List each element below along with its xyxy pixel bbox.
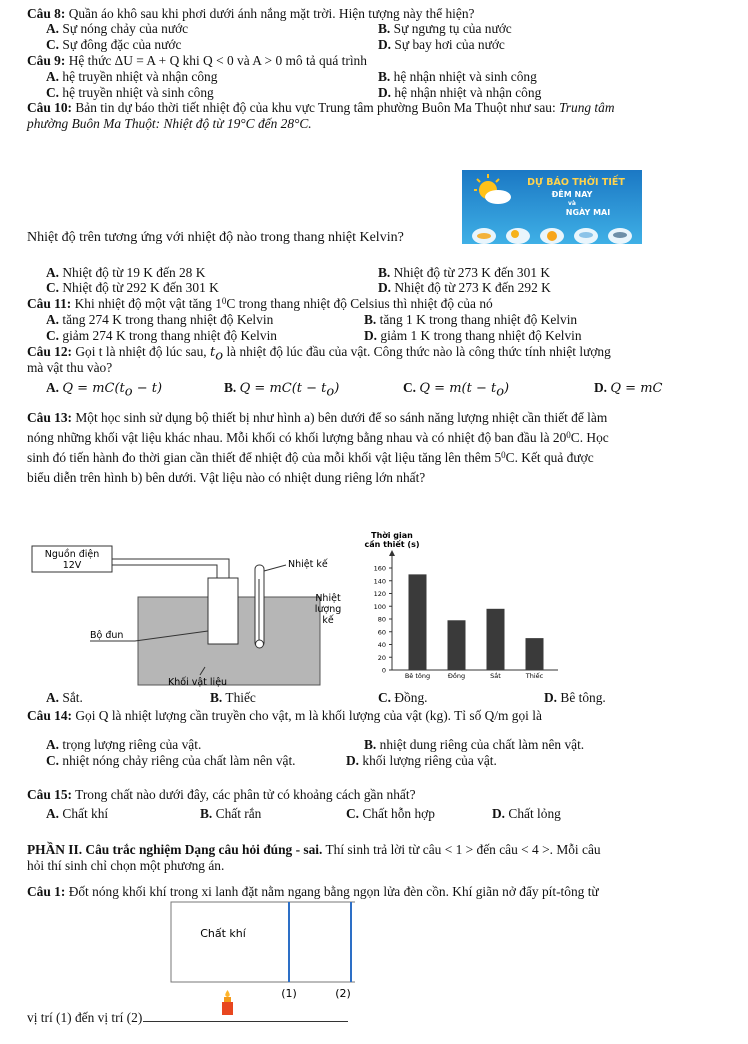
weather-forecast-banner (462, 170, 642, 244)
q12-stem: Câu 12: Gọi t là nhiệt độ lúc sau, $t_o$ là nhiệt độ lúc đầu của vật. Công thức nào là công thức tính nhiệt lượng (27, 344, 611, 364)
svg-text:(1): (1) (281, 987, 297, 1000)
p2q1-stem: Câu 1: Đốt nóng khối khí trong xi lanh đặt nằm ngang bằng ngọn lửa đèn cồn. Khí giãn nở đẩy pít-tông từ (27, 884, 599, 899)
weather-banner-graphic (462, 170, 642, 244)
chart-category-label: Sắt (490, 672, 501, 680)
q11-option-b: B. tăng 1 K trong thang nhiệt độ Kelvin (364, 312, 578, 327)
q13-stem: Câu 13: Một học sinh sử dụng bộ thiết bị như hình a) bên dưới để so sánh năng lượng nhiệt cần thiết để làm nóng những khối vật liệu khác nhau. Mỗi khối có khối lượng bằng nhau và có nhiệt độ ban đầu là $20^0C$. Học sinh đó tiến hành đo thời gian cần thiết để nhiệt độ của mỗi khối vật liệu tăng lên thêm $5^0C$. Kết quả được biểu diễn trên hình b) bên dưới. Vật liệu nào có nhiệt dung riêng lớn nhất? (27, 410, 609, 485)
apparatus-figure (30, 543, 355, 693)
q8-option-c: C. Sự đông đặc của nước (46, 37, 182, 52)
q12-option-a: A. $Q = mC(t_o - t)$ (46, 380, 163, 400)
chart-category-label: Đồng (447, 672, 466, 680)
chart-ytick-label: 140 (373, 577, 386, 586)
q14-option-d: D. khối lượng riêng của vật. (346, 753, 497, 768)
time-bar-chart (352, 528, 568, 684)
chart-ylabel-line1: Thời gian (371, 531, 413, 540)
q11-option-c: C. giảm 274 K trong thang nhiệt độ Kelvin (46, 328, 277, 343)
svg-text:Nhiệt: Nhiệt (315, 593, 341, 604)
q14-stem: Câu 14: Gọi Q là nhiệt lượng cần truyền cho vật, m là khối lượng của vật (kg). Tỉ số Q/m gọi là (27, 708, 542, 723)
q9-stem: Câu 9: Hệ thức ΔU = A + Q khi Q < 0 và A > 0 mô tả quá trình (27, 53, 367, 68)
q15-option-a: A. Chất khí (46, 806, 109, 821)
chart-ytick-label: 60 (377, 628, 386, 637)
chart-ytick-label: 100 (373, 602, 386, 611)
q12-stem-line2: mà vật thu vào? (27, 360, 113, 375)
q13-option-a: A. Sắt. (46, 690, 83, 705)
svg-text:(2): (2) (335, 987, 351, 1000)
chart-ytick-label: 20 (377, 653, 386, 662)
chart-ytick-label: 0 (381, 666, 386, 675)
q10-option-a: A. Nhiệt độ từ 19 K đến 28 K (46, 265, 206, 280)
svg-text:Bộ đun: Bộ đun (90, 630, 124, 641)
svg-text:Nguồn điện: Nguồn điện (44, 549, 100, 560)
part2-heading: PHẦN II. Câu trắc nghiệm Dạng câu hỏi đúng - sai. Thí sinh trả lời từ câu < 1 > đến câu < 4 >. Mỗi câu (27, 842, 601, 857)
chart-ytick-label: 120 (373, 590, 386, 598)
chart-ytick-label: 160 (373, 564, 386, 573)
q10-option-b: B. Nhiệt độ từ 273 K đến 301 K (378, 265, 551, 280)
chart-bar (409, 574, 427, 670)
chart-category-label: Thiếc (525, 672, 544, 680)
svg-text:Nhiệt kế: Nhiệt kế (288, 559, 328, 570)
q15-option-b: B. Chất rắn (200, 806, 262, 821)
q12-option-d: D. Q = mC (594, 380, 663, 396)
q10-stem: Câu 10: Bản tin dự báo thời tiết nhiệt độ của khu vực Trung tâm phường Buôn Ma Thuột như sau: Trung tâm (27, 100, 615, 115)
chart-bar (448, 620, 466, 670)
banner-title: DỰ BÁO THỜI TIẾT (527, 177, 625, 188)
q8-option-a: A. Sự nóng chảy của nước (46, 21, 189, 36)
q8-stem: Câu 8: Quần áo khô sau khi phơi dưới ánh nắng mặt trời. Hiện tượng này thể hiện? (27, 6, 475, 21)
q9-option-b: B. hệ nhận nhiệt và sinh công (378, 69, 537, 84)
q11-option-d: D. giảm 1 K trong thang nhiệt độ Kelvin (364, 328, 582, 343)
svg-text:và: và (568, 200, 576, 207)
svg-text:lượng: lượng (314, 604, 342, 615)
q13-option-b: B. Thiếc (210, 690, 256, 705)
svg-text:ĐÊM NAY: ĐÊM NAY (551, 190, 593, 199)
svg-text:Khối vật liệu: Khối vật liệu (168, 677, 228, 688)
chart-ylabel-line2: cần thiết (s) (364, 540, 420, 549)
q10-question: Nhiệt độ trên tương ứng với nhiệt độ nào trong thang nhiệt Kelvin? (27, 230, 404, 245)
q10-stem-line2: phường Buôn Ma Thuột: Nhiệt độ từ 19°C đến 28°C. (27, 116, 312, 131)
q9-option-d: D. hệ nhận nhiệt và nhận công (378, 85, 542, 100)
q10-option-d: D. Nhiệt độ từ 273 K đến 292 K (378, 280, 551, 295)
svg-text:kế: kế (322, 615, 334, 626)
q15-option-d: D. Chất lỏng (492, 806, 561, 821)
q8-option-d: D. Sự bay hơi của nước (378, 37, 505, 52)
q9-option-a: A. hệ truyền nhiệt và nhận công (46, 69, 218, 84)
heater (208, 578, 238, 644)
chart-ytick-label: 40 (377, 641, 386, 649)
cylinder-figure (165, 896, 375, 1022)
q14-option-a: A. trọng lượng riêng của vật. (46, 737, 202, 752)
q12-option-c: C. $Q = m(t - t_o)$ (403, 380, 510, 400)
q13-option-d: D. Bê tông. (544, 690, 606, 705)
q15-stem: Câu 15: Trong chất nào dưới đây, các phân tử có khoảng cách gần nhất? (27, 787, 416, 802)
q12-option-b: B. $Q = mC(t - t_o)$ (224, 380, 340, 400)
svg-text:12V: 12V (62, 560, 82, 571)
chart-y-axis-arrow (389, 550, 395, 556)
q14-option-c: C. nhiệt nóng chảy riêng của chất làm nên vật. (46, 753, 296, 768)
q11-stem: Câu 11: Khi nhiệt độ một vật tăng $1^0C$ trong thang nhiệt độ Celsius thì nhiệt độ của nó (27, 296, 493, 311)
q8-option-b: B. Sự ngưng tụ của nước (378, 21, 512, 36)
svg-text:NGÀY MAI: NGÀY MAI (565, 208, 611, 217)
q13-option-c: C. Đồng. (378, 690, 428, 705)
p2q1-tail: vị trí (1) đến vị trí (2) (27, 1009, 348, 1026)
gas-label: Chất khí (200, 927, 246, 940)
chart-bar (526, 638, 544, 670)
part2-heading-line2: hỏi thí sinh chỉ chọn một phương án. (27, 858, 225, 873)
chart-category-label: Bê tông (404, 672, 431, 680)
q10-option-c: C. Nhiệt độ từ 292 K đến 301 K (46, 280, 219, 295)
q15-option-c: C. Chất hỗn hợp (346, 806, 435, 821)
q11-option-a: A. tăng 274 K trong thang nhiệt độ Kelvin (46, 312, 274, 327)
q14-option-b: B. nhiệt dung riêng của chất làm nên vật. (364, 737, 585, 752)
chart-bar (487, 609, 505, 670)
q9-option-c: C. hệ truyền nhiệt và sinh công (46, 85, 214, 100)
chart-ytick-label: 80 (377, 615, 386, 624)
